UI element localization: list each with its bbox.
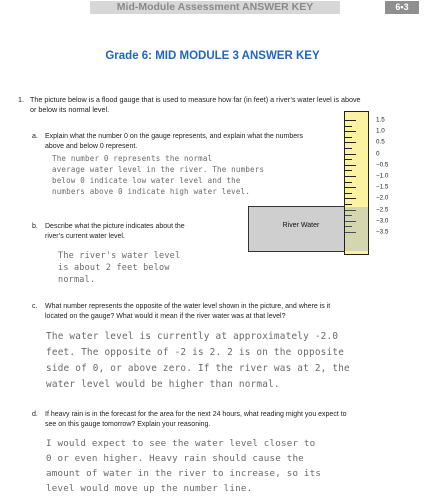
gauge-major-tick (345, 154, 356, 155)
gauge-major-tick (345, 120, 356, 121)
page-title: Grade 6: MID MODULE 3 ANSWER KEY (105, 50, 320, 62)
answer-line: 0 or even higher. Heavy rain should cause the (46, 453, 304, 464)
question-text-line: The picture below is a flood gauge that is used to measure how far (in feet) a river’s water level is above (30, 95, 361, 104)
part-c-answer (46, 329, 350, 393)
gauge-tick-label: −1.5 (376, 183, 389, 191)
river-label: River Water (282, 222, 320, 229)
answer-line: normal. (58, 275, 96, 285)
prompt-line: If heavy rain is in the forecast for the area for the next 24 hours, what reading might you expect to (45, 411, 347, 418)
header-title: Mid-Module Assessment ANSWER KEY (90, 1, 340, 14)
question-number: 1. (18, 95, 24, 104)
gauge-tick-label: −0.5 (376, 161, 389, 169)
gauge-minor-tick (345, 204, 352, 205)
module-tag: 6•3 (385, 1, 419, 14)
river-water-box (248, 206, 354, 252)
gauge-major-tick (345, 165, 356, 166)
gauge-tick-label: −1.0 (376, 172, 389, 180)
answer-line: below 0 indicate low water level and the (52, 176, 241, 185)
gauge-minor-tick (345, 170, 352, 171)
gauge-major-tick (345, 198, 356, 199)
answer-line: The river's water level (58, 251, 181, 261)
prompt-line: located on the gauge? What would it mean if the river water was at that level? (45, 312, 286, 320)
gauge-minor-tick (345, 148, 352, 149)
prompt-line: above and below 0 represent. (45, 142, 138, 150)
answer-line: feet. The opposite of -2 is 2. 2 is on the opposite (46, 347, 345, 358)
gauge-major-tick (345, 142, 356, 143)
gauge-tick-label: 0.5 (376, 138, 385, 146)
answer-line: average water level in the river. The numbers (52, 165, 265, 174)
prompt-line: see on this gauge tomorrow? Explain your reasoning. (45, 420, 211, 428)
prompt-line: Describe what the picture indicates about the (45, 223, 185, 230)
gauge-minor-tick (345, 159, 352, 160)
prompt-line: river’s current water level. (45, 232, 125, 240)
part-d-answer (46, 436, 321, 496)
answer-line: amount of water in the river to increase, so its (46, 468, 322, 479)
part-label: d. (32, 411, 38, 418)
gauge-tick-label: 0 (376, 150, 380, 158)
answer-line: is about 2 feet below (58, 263, 170, 273)
gauge-major-tick (345, 176, 356, 177)
gauge-major-tick (345, 187, 356, 188)
answer-line: The water level is currently at approximately -2.0 (46, 331, 339, 342)
gauge-minor-tick (345, 193, 352, 194)
gauge-major-tick (345, 131, 356, 132)
gauge-tick-label: −3.0 (376, 217, 389, 225)
gauge-minor-tick (345, 137, 352, 138)
answer-line: numbers above 0 indicate high water level. (52, 187, 251, 196)
answer-line: I would expect to see the water level closer to (46, 438, 316, 449)
part-b-answer (58, 250, 180, 286)
gauge-tick-label: −2.0 (376, 194, 389, 202)
gauge-tick-label: −3.5 (376, 228, 389, 236)
answer-line: side of 0, or above zero. If the river was at 2, the (46, 363, 350, 374)
gauge-tick-label: 1.5 (376, 116, 385, 124)
answer-line: level would move up the number line. (46, 483, 253, 494)
prompt-line: Explain what the number 0 on the gauge represents, and explain what the numbers (45, 133, 303, 140)
question-text-line: or below its normal level. (30, 104, 110, 114)
gauge-tick-label: −2.5 (376, 206, 389, 214)
answer-line: The number 0 represents the normal (52, 154, 213, 163)
header-bar (0, 0, 425, 18)
prompt-line: What number represents the opposite of the water level shown in the picture, and where is it (45, 303, 331, 310)
gauge-minor-tick (345, 182, 352, 183)
part-label: a. (32, 133, 38, 140)
gauge-tick-label: 1.0 (376, 127, 385, 135)
part-label: b. (32, 223, 38, 230)
answer-line: water level would be higher than normal. (46, 379, 280, 390)
part-a-answer (52, 153, 264, 197)
part-label: c. (32, 303, 38, 310)
river-water-overlay (344, 207, 368, 251)
gauge-minor-tick (345, 126, 352, 127)
